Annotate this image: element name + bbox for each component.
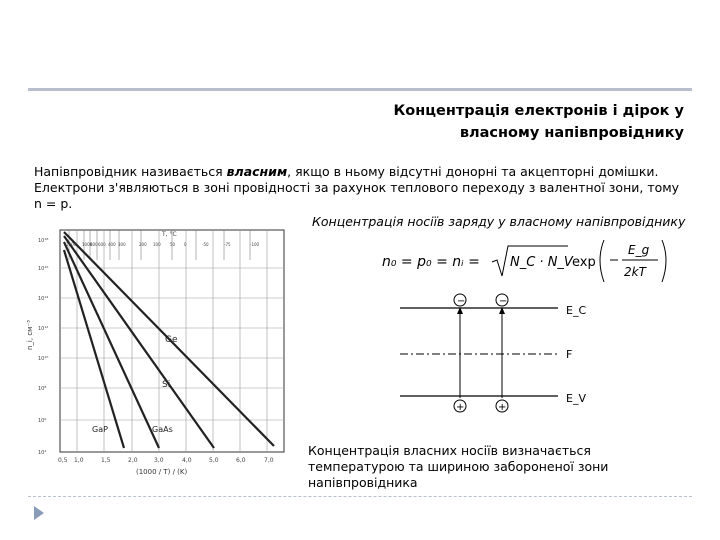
electron-1-sign: − [457,296,466,307]
svg-text:0: 0 [184,242,187,247]
svg-text:1600: 1600 [66,242,77,247]
svg-text:-75: -75 [224,242,231,247]
definition-end: , якщо в ньому відсутні донорні та акцепторні домішки. [287,164,659,179]
ec-label: E_C [566,304,587,317]
conclusion-text: Концентрація власних носіїв визначається температурою та шириною забороненої зони напівпровідника [308,443,609,490]
svg-text:100: 100 [153,242,161,247]
graph-background [24,220,296,484]
svg-text:-100: -100 [250,242,260,247]
definition-text [34,164,684,180]
si-label: Si [162,380,171,390]
next-slide-arrow-icon[interactable] [34,506,44,520]
slide-title [264,100,684,144]
svg-text:4,0: 4,0 [182,457,192,464]
ge-label: Ge [165,335,178,345]
svg-text:3,0: 3,0 [154,457,164,464]
svg-text:2,0: 2,0 [128,457,138,464]
title-line-1: Концентрація електронів і дірок у [393,103,684,119]
gaas-label: GaAs [152,425,173,434]
y-axis-label: n_i, см⁻³ [26,320,34,350]
svg-text:800: 800 [90,242,98,247]
formula-exp: exp [572,255,596,270]
svg-text:1000: 1000 [82,242,93,247]
svg-text:50: 50 [170,242,176,247]
svg-text:7,0: 7,0 [264,457,274,464]
svg-text:400: 400 [108,242,116,247]
svg-text:-50: -50 [202,242,209,247]
svg-text:10¹²: 10¹² [38,326,49,332]
svg-text:0,5: 0,5 [58,457,68,464]
definition-start: Напівпровідник називається [34,164,227,179]
right-paren [662,240,666,282]
svg-text:10¹⁰: 10¹⁰ [38,356,49,362]
svg-text:10¹⁶: 10¹⁶ [38,266,49,272]
band-diagram [394,288,594,414]
figure-caption: Концентрація носіїв заряду у власному напівпровіднику [312,214,686,229]
top-axis-label: T, °C [162,231,177,238]
top-rule [28,88,692,91]
intrinsic-concentration-graph [24,220,296,484]
svg-text:1,5: 1,5 [101,457,111,464]
svg-text:6,0: 6,0 [236,457,246,464]
x-axis-label: (1000 / T) / (K) [136,468,188,476]
svg-text:1,0: 1,0 [74,457,84,464]
left-paren [600,240,604,282]
title-line-2: власному напівпровіднику [459,125,684,141]
gap-label: GaP [92,425,108,434]
generation-text: Електрони з'являються в зоні провідності за рахунок теплового переходу з валентної зони, тому n = p. [34,180,680,211]
ev-label: E_V [566,392,586,405]
svg-text:600: 600 [98,242,106,247]
bottom-rule [28,496,692,498]
svg-text:300: 300 [118,242,126,247]
svg-text:5,0: 5,0 [209,457,219,464]
svg-text:10⁸: 10⁸ [38,386,47,392]
formula-denominator: 2kT [624,265,646,279]
electron-2-sign: − [499,296,508,307]
formula-root-content: N_C · N_V [510,255,573,270]
definition-term: власним [226,164,288,179]
svg-text:200: 200 [139,242,147,247]
hole-1-sign: + [456,402,465,413]
f-label: F [566,348,573,361]
intro-paragraph [34,164,684,212]
hole-2-sign: + [498,402,507,413]
intrinsic-concentration-formula [372,232,672,288]
svg-text:10¹⁸: 10¹⁸ [38,238,49,244]
formula-numerator: E_g [628,243,650,257]
formula-lhs: n₀ = p₀ = nᵢ = [382,254,480,270]
svg-text:10¹⁴: 10¹⁴ [38,296,49,302]
svg-text:10⁴: 10⁴ [38,450,47,456]
svg-text:10⁶: 10⁶ [38,418,47,424]
